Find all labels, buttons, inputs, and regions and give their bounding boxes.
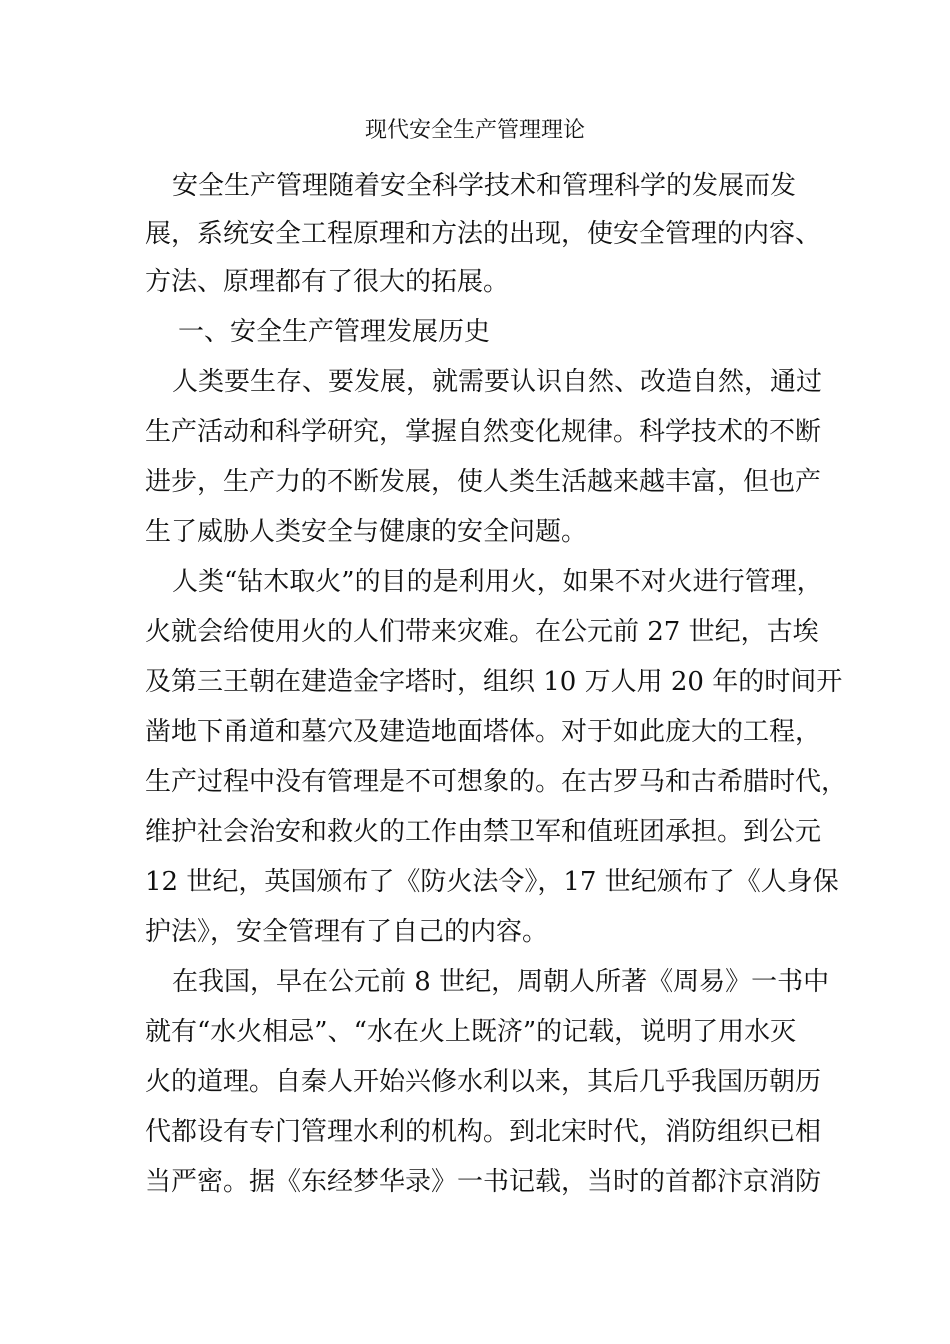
paragraph-line: 进步，生产力的不断发展，使人类生活越来越丰富，但也产 (145, 467, 822, 497)
paragraph-line: 当严密。据《东经梦华录》一书记载，当时的首都汴京消防 (145, 1167, 822, 1197)
section-heading: 一、安全生产管理发展历史 (178, 317, 491, 347)
paragraph-line: 凿地下甬道和墓穴及建造地面塔体。对于如此庞大的工程， (145, 717, 822, 747)
paragraph-line: 人类要生存、要发展，就需要认识自然、改造自然，通过 (172, 367, 823, 397)
paragraph-line: 在我国，早在公元前 8 世纪，周朝人所著《周易》一书中 (172, 967, 830, 997)
paragraph-line: 生产活动和科学研究，掌握自然变化规律。科学技术的不断 (145, 417, 822, 447)
paragraph-line: 火的道理。自秦人开始兴修水利以来，其后几乎我国历朝历 (145, 1067, 822, 1097)
paragraph-line: 护法》，安全管理有了自己的内容。 (145, 917, 549, 947)
paragraph-line: 火就会给使用火的人们带来灾难。在公元前 27 世纪，古埃 (145, 617, 819, 647)
intro-line: 方法、原理都有了很大的拓展。 (145, 267, 510, 297)
paragraph-line: 及第三王朝在建造金字塔时，组织 10 万人用 20 年的时间开 (145, 667, 843, 697)
paragraph-line: 生产过程中没有管理是不可想象的。在古罗马和古希腊时代， (145, 767, 848, 797)
paragraph-line: 维护社会治安和救火的工作由禁卫军和值班团承担。到公元 (145, 817, 822, 847)
intro-line: 安全生产管理随着安全科学技术和管理科学的发展而发 (172, 171, 797, 201)
paragraph-line: 12 世纪，英国颁布了《防火法令》，17 世纪颁布了《人身保 (145, 867, 839, 897)
paragraph-line: 就有“水火相忌”、“水在火上既济”的记载，说明了用水灭 (145, 1017, 797, 1047)
paragraph-line: 生了威胁人类安全与健康的安全问题。 (145, 517, 588, 547)
paragraph-line: 人类“钻木取火”的目的是利用火，如果不对火进行管理， (172, 567, 823, 597)
document-title: 现代安全生产管理理论 (364, 118, 585, 143)
intro-line: 展，系统安全工程原理和方法的出现，使安全管理的内容、 (145, 219, 822, 249)
paragraph-line: 代都设有专门管理水利的机构。到北宋时代，消防组织已相 (145, 1117, 822, 1147)
